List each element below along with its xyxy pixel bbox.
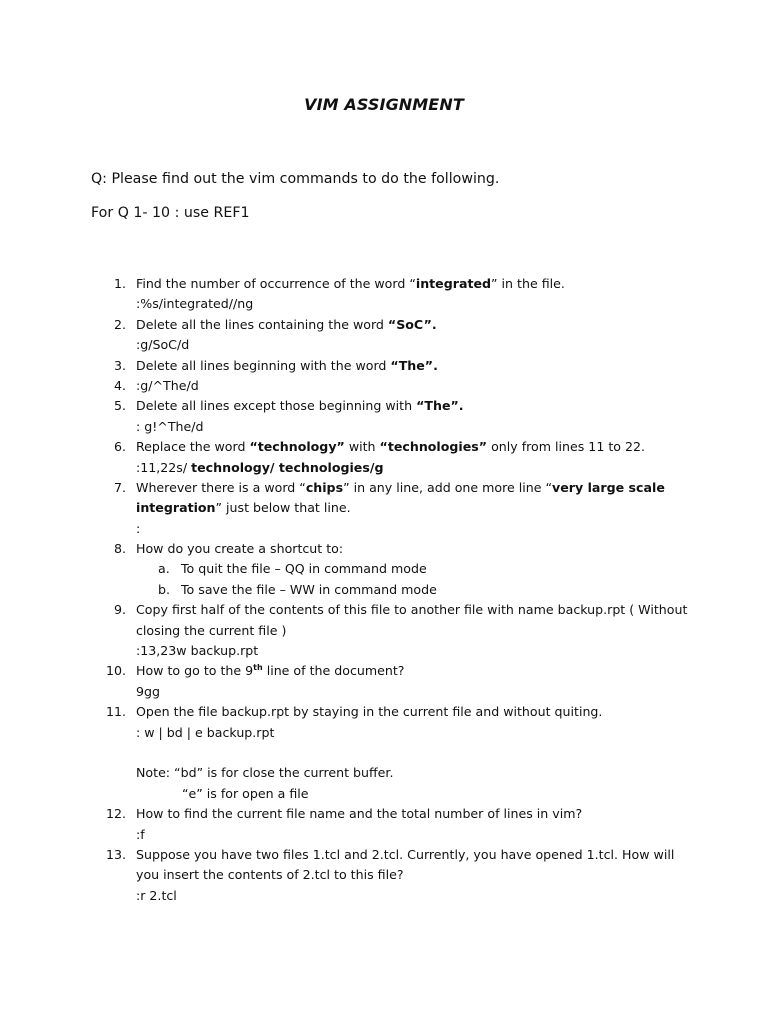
question-list [0,274,768,906]
item-number: 9. [113,602,126,618]
item-answer: :f [136,826,145,842]
item-text: Copy first half of the contents of this file to another file with name backup.rpt ( Without [136,602,688,618]
bold-part: “technologies” [379,439,488,455]
answer-line [0,294,768,314]
list-item-2 [0,315,768,335]
list-item-9 [0,600,768,620]
note-text: “e” is for open a file [182,785,309,801]
item-answer: : [136,520,141,536]
list-item-11 [0,702,768,722]
item-number: 4. [113,377,126,393]
list-item-6 [0,437,768,457]
list-item-10 [0,661,768,681]
bold-part: integrated [415,276,492,291]
item-text: Open the file backup.rpt by staying in the current file and without quiting. [136,704,603,720]
item-number: 12. [105,806,126,822]
text-part: Delete all lines except those beginning with [136,398,417,414]
answer-line [0,682,768,702]
sub-item-text: To quit the file – QQ in command mode [181,561,427,577]
item-text [136,274,565,294]
sub-item-a [0,559,768,579]
item-number: 11. [105,704,126,720]
bold-part: very large scale [552,479,665,495]
continuation-line [0,498,768,518]
ordinal-suffix: th [253,663,263,673]
item-text [136,437,645,457]
item-number: 1. [113,276,126,291]
sub-item-letter: a. [158,561,170,577]
answer-line [0,723,768,743]
item-text [136,478,665,498]
text-part: only from lines 11 to 22. [487,439,646,455]
list-item-8 [0,539,768,559]
note-line [0,763,768,783]
item-number: 13. [105,846,126,862]
item-answer: :r 2.tcl [136,887,177,903]
text-part: Wherever there is a word “ [136,479,306,495]
list-item-12 [0,804,768,824]
sub-item-b [0,580,768,600]
list-item-5 [0,396,768,416]
document-title: VIM ASSIGNMENT [304,95,464,114]
continuation-line [0,621,768,641]
answer-line [0,335,768,355]
scope-prefix: For [91,205,118,221]
answer-line [0,519,768,539]
text-part: Replace the word [136,439,250,455]
answer-line [0,417,768,437]
text-part: with [344,439,380,455]
item-number: 2. [113,316,126,332]
item-number: 8. [113,541,126,557]
scope-reference: : use REF1 [170,205,250,221]
item-number: 3. [113,357,126,373]
text-part: ” in the file. [491,276,565,291]
text-part: ” just below that line. [215,500,351,516]
item-text-continued [136,498,351,518]
item-answer: 9gg [136,683,161,699]
answer-line [0,458,768,478]
item-text-continued: you insert the contents of 2.tcl to this file? [136,867,404,883]
list-item-4 [0,376,768,396]
item-text [136,356,438,376]
bold-part: integration [136,500,216,516]
question-scope [91,205,250,221]
item-text: :g/^The/d [136,377,199,393]
item-number: 7. [113,479,126,495]
item-text: How to find the current file name and the total number of lines in vim? [136,806,583,822]
note-text: Note: “bd” is for close the current buffer. [136,765,394,781]
item-answer: :g/SoC/d [136,337,190,353]
list-item-13 [0,845,768,865]
question-instruction [91,171,499,187]
item-number: 10. [105,663,126,679]
bold-part: technology/ technologies/g [191,459,384,475]
continuation-line [0,865,768,885]
bold-part: “The”. [416,398,464,414]
item-answer: :%s/integrated//ng [136,296,254,312]
spacer [0,743,768,763]
item-text [136,315,437,335]
item-answer: : g!^The/d [136,418,204,434]
item-answer [136,458,383,478]
answer-line [0,641,768,661]
item-text-continued: closing the current file ) [136,622,287,638]
question-text: : Please find out the vim commands to do the following. [102,171,500,187]
text-part: ” in any line, add one more line “ [343,479,553,495]
item-text: How do you create a shortcut to: [136,541,344,557]
item-number: 6. [113,439,126,455]
bold-part: “The”. [390,357,438,373]
item-text [136,396,464,416]
bold-part: chips [305,479,344,495]
item-answer: : w | bd | e backup.rpt [136,724,275,740]
note-line [0,784,768,804]
list-item-1 [0,274,768,294]
list-item-3 [0,356,768,376]
text-part: Delete all lines beginning with the word [136,357,391,373]
item-number: 5. [113,398,126,414]
answer-line [0,886,768,906]
sub-item-letter: b. [158,581,170,597]
question-prefix: Q [91,171,103,187]
bold-part: “SoC”. [387,316,437,332]
item-text: Suppose you have two files 1.tcl and 2.tcl. Currently, you have opened 1.tcl. How will [136,846,675,862]
text-part: line of the document? [262,663,405,679]
answer-line [0,825,768,845]
list-item-7 [0,478,768,498]
text-part: Find the number of occurrence of the word “ [136,276,416,291]
sub-item-text: To save the file – WW in command mode [181,581,437,597]
bold-part: “technology” [249,439,345,455]
text-part: Delete all the lines containing the word [136,316,388,332]
item-answer: :13,23w backup.rpt [136,643,259,659]
text-part: :11,22s/ [136,459,192,475]
scope-range: Q 1- 10 [117,205,171,221]
item-text [136,661,404,681]
text-part: How to go to the 9 [136,663,254,679]
